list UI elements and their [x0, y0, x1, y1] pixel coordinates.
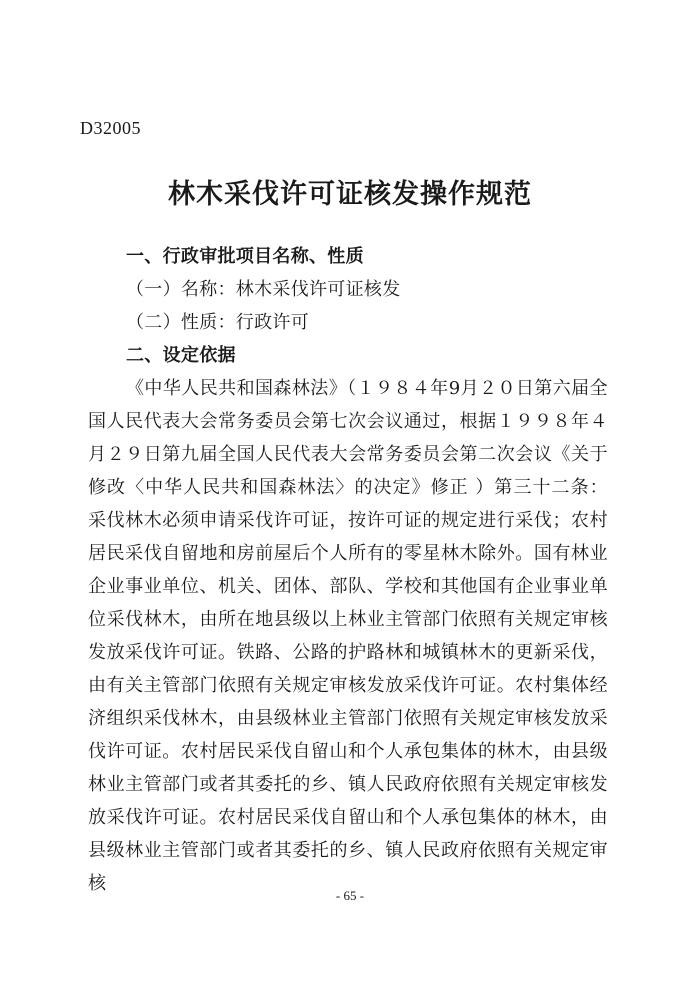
- document-body: [88, 240, 608, 900]
- section-1-item-nature: （二）性质：行政许可: [126, 312, 309, 333]
- section-2-paragraph: 《中华人民共和国森林法》（１９８４年9月２０日第六届全国人民代表大会常务委员会第七次会议通过，根据１９９８年４月２９日第九届全国人民代表大会常务委员会第二次会议《关于修改〈中华人民共和国森林法〉的决定》修正 ）第三十二条：采伐林木必须申请采伐许可证，按许可证的规定进行采伐；农村居民采伐自留地和房前屋后个人所有的零星林木除外。国有林业企业事业单位、机关、团体、部队、学校和其他国有企业事业单位采伐林木，由所在地县级以上林业主管部门依照有关规定审核发放采伐许可证。铁路、公路的护路林和城镇林木的更新采伐，由有关主管部门依照有关规定审核发放采伐许可证。农村集体经济组织采伐林木，由县级林业主管部门依照有关规定审核发放采伐许可证。农村居民采伐自留山和个人承包集体的林木，由县级林业主管部门或者其委托的乡、镇人民政府依照有关规定审核发放采伐许可证。农村居民采伐自留山和个人承包集体的林木，由县级林业主管部门或者其委托的乡、镇人民政府依照有关规定审核: [88, 378, 608, 894]
- document-code: D32005: [80, 118, 141, 138]
- document-title: 林木采伐许可证核发操作规范: [168, 179, 532, 210]
- section-1-heading: 一、行政审批项目名称、性质: [126, 246, 364, 267]
- section-1-item-name: （一）名称：林木采伐许可证核发: [126, 279, 401, 300]
- page-number: - 65 -: [335, 888, 365, 903]
- section-2-heading: 二、设定依据: [126, 345, 236, 366]
